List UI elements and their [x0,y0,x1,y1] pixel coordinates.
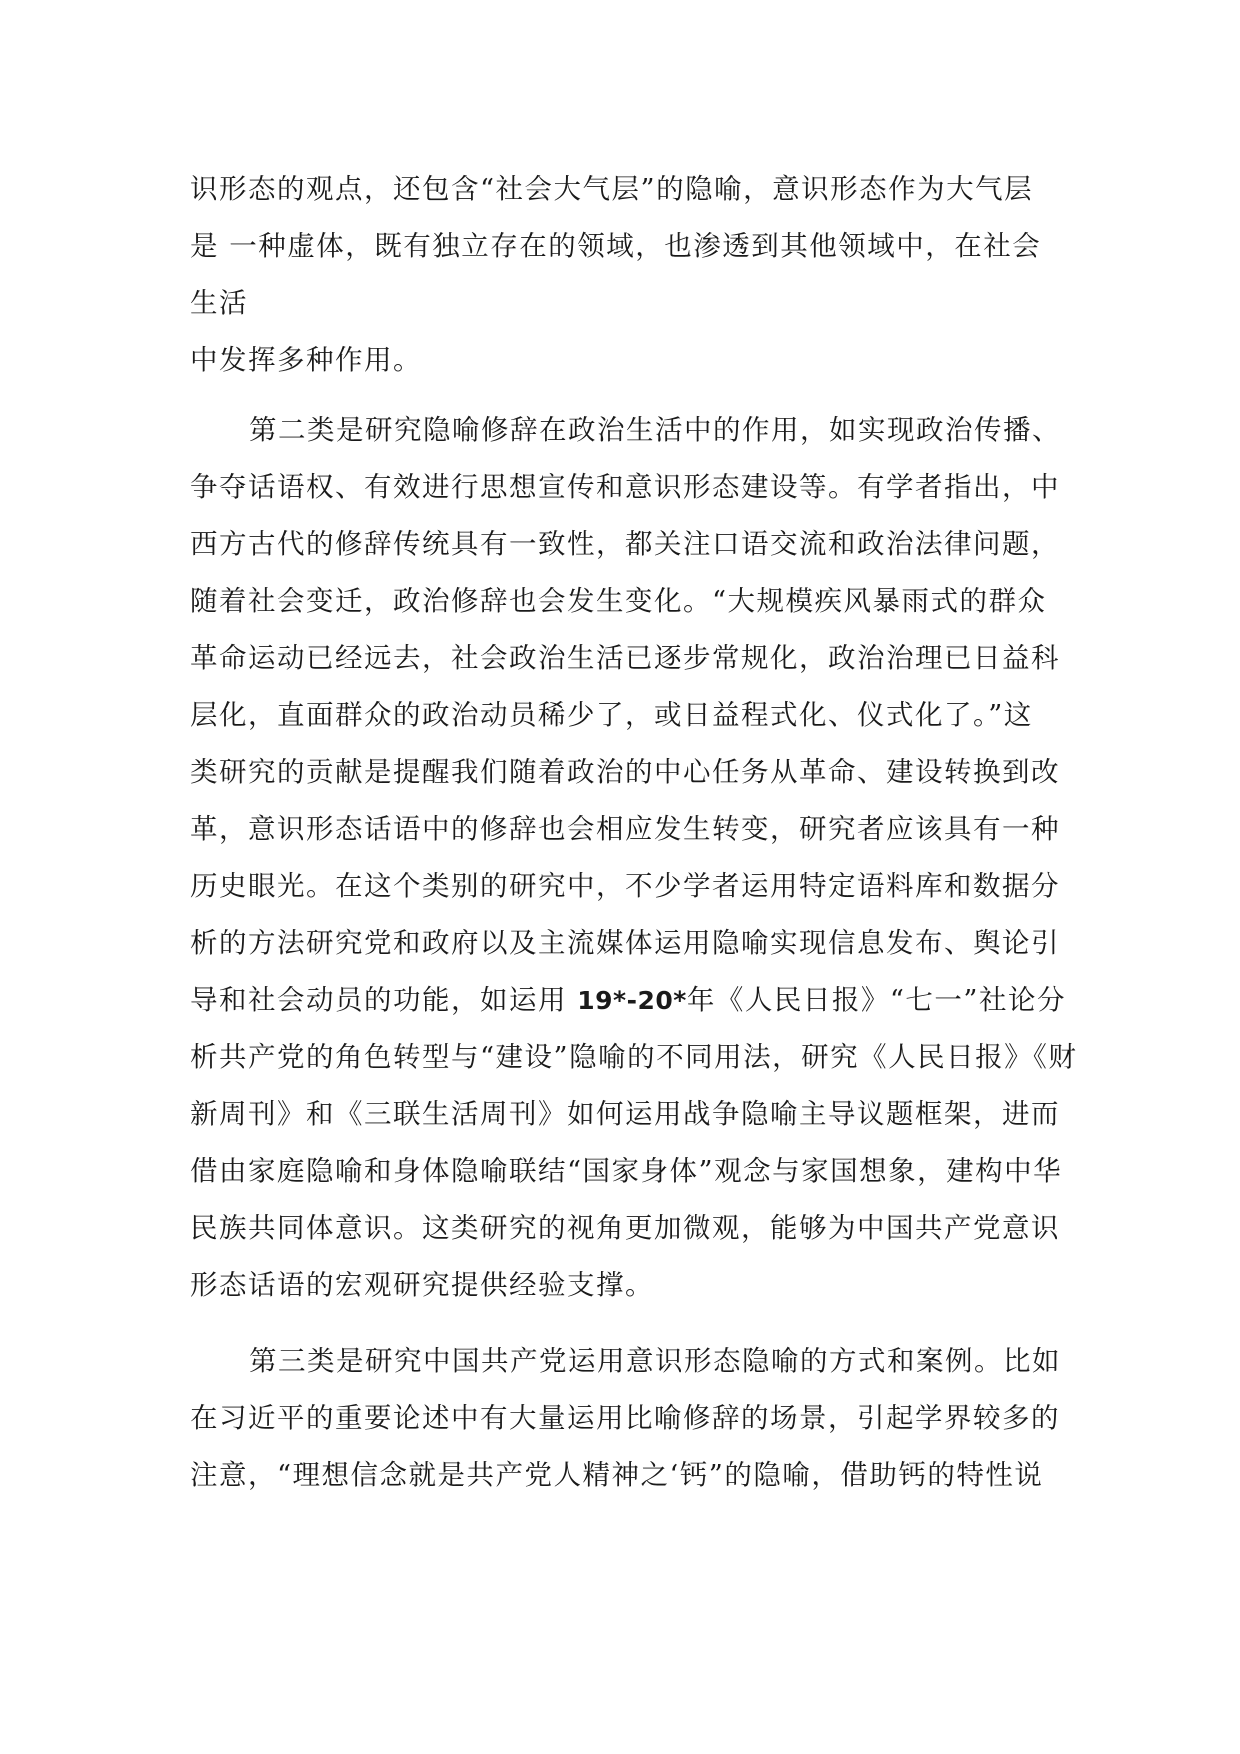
year-range: 19*-20* [577,986,687,1015]
text-line: 随着社会变迁，政治修辞也会发生变化。“大规模疾风暴雨式的群众 [190,585,1047,617]
text-line: 类研究的贡献是提醒我们随着政治的中心任务从革命、建设转换到改 [190,756,1060,788]
text-line: 识形态的观点，还包含“社会大气层”的隐喻，意识形态作为大气层 [190,173,1034,205]
paragraph-2 [190,402,1078,1314]
paragraph-1 [190,161,1070,389]
text-line: 在习近平的重要论述中有大量运用比喻修辞的场景，引起学界较多的 [190,1402,1060,1434]
document-body [190,161,1078,1504]
text-segment: 年《人民日报》“七一”社论分 [686,984,1066,1016]
text-line: 注意，“理想信念就是共产党人精神之‘钙”的隐喻，借助钙的特性说 [190,1459,1044,1491]
text-line: 析共产党的角色转型与“建设”隐喻的不同用法，研究《人民日报》《财 [190,1041,1078,1073]
text-line: 形态话语的宏观研究提供经验支撑。 [190,1269,654,1301]
text-line: 是 一种虚体，既有独立存在的领域，也渗透到其他领域中，在社会 [190,230,1042,262]
text-line: 第二类是研究隐喻修辞在政治生活中的作用，如实现政治传播、 [249,414,1061,446]
text-line: 革，意识形态话语中的修辞也会相应发生转变，研究者应该具有一种 [190,813,1060,845]
text-line: 革命运动已经远去，社会政治生活已逐步常规化，政治治理已日益科 [190,642,1060,674]
text-line: 借由家庭隐喻和身体隐喻联结“国家身体”观念与家国想象，建构中华 [190,1155,1063,1187]
text-line: 第三类是研究中国共产党运用意识形态隐喻的方式和案例。比如 [249,1345,1061,1377]
text-line: 层化，直面群众的政治动员稀少了，或日益程式化、仪式化了。”这 [190,699,1033,731]
paragraph-spacing [190,1314,1070,1333]
text-line: 新周刊》和《三联生活周刊》如何运用战争隐喻主导议题框架，进而 [190,1098,1060,1130]
text-line-with-years [190,972,1070,1029]
text-line: 争夺话语权、有效进行思想宣传和意识形态建设等。有学者指出，中 [190,471,1060,503]
text-line: 西方古代的修辞传统具有一致性，都关注口语交流和政治法律问题， [190,528,1060,560]
paragraph-3 [190,1333,1070,1504]
text-line: 生活 [190,287,248,319]
paragraph-spacing [190,389,1070,402]
text-line: 中发挥多种作用。 [190,344,422,376]
text-line: 历史眼光。在这个类别的研究中，不少学者运用特定语料库和数据分 [190,870,1060,902]
text-line: 民族共同体意识。这类研究的视角更加微观，能够为中国共产党意识 [190,1212,1060,1244]
text-segment: 导和社会动员的功能，如运用 [190,984,578,1016]
text-line: 析的方法研究党和政府以及主流媒体运用隐喻实现信息发布、舆论引 [190,927,1060,959]
